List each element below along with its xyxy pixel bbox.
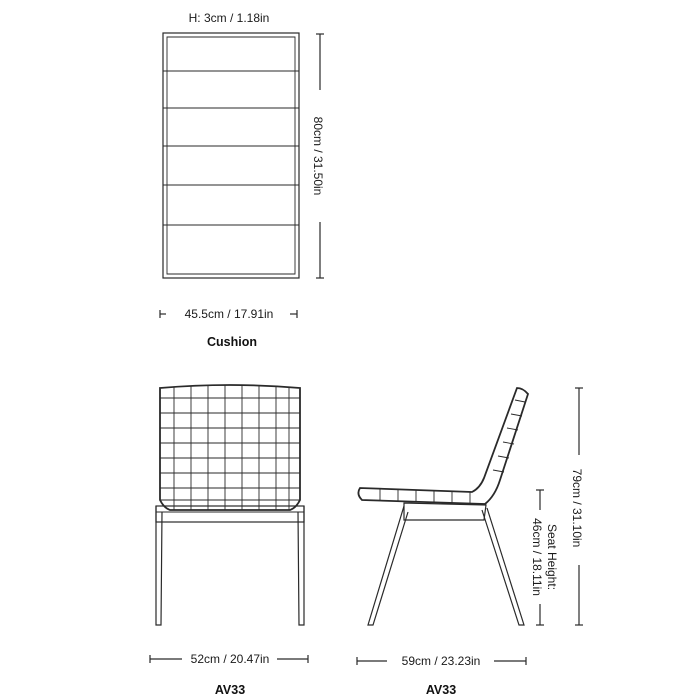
side-profile-outline (358, 388, 528, 504)
cushion-drawing (160, 11, 325, 349)
side-leg-front (368, 506, 408, 625)
cushion-width-label: 45.5cm / 17.91in (184, 307, 274, 321)
cushion-outline (163, 33, 299, 278)
cushion-length-dimension (311, 34, 325, 278)
side-height-dimension (570, 388, 584, 625)
front-leg-right (298, 506, 304, 625)
side-height-label: 79cm / 31.10in (570, 468, 584, 548)
cushion-length-label: 80cm / 31.50in (311, 116, 325, 196)
side-depth-dimension (357, 654, 526, 668)
front-weave-vertical (174, 385, 289, 510)
side-seat-height-title: Seat Height: (545, 523, 559, 591)
front-caption: AV33 (214, 683, 246, 697)
front-width-dimension (150, 652, 308, 666)
front-back-outline (160, 385, 300, 510)
cushion-caption: Cushion (207, 335, 257, 349)
side-weave-lines (380, 400, 525, 504)
side-caption: AV33 (425, 683, 457, 697)
front-weave-horizontal (160, 398, 300, 500)
cushion-height-label: H: 3cm / 1.18in (188, 11, 270, 25)
side-seat-frame (404, 503, 486, 520)
front-width-label: 52cm / 20.47in (190, 652, 270, 666)
cushion-channel-lines (163, 71, 299, 225)
side-seat-height-dimension (530, 490, 559, 625)
side-seat-height-value: 46cm / 18.11in (530, 518, 544, 596)
chair-side-view (357, 388, 584, 697)
side-depth-label: 59cm / 23.23in (401, 654, 481, 668)
cushion-inner-outline (167, 37, 295, 274)
side-leg-back (482, 508, 524, 625)
front-seat-rail (156, 506, 304, 522)
chair-front-view (150, 385, 308, 697)
cushion-width-dimension (160, 307, 297, 321)
front-leg-left (156, 506, 162, 625)
